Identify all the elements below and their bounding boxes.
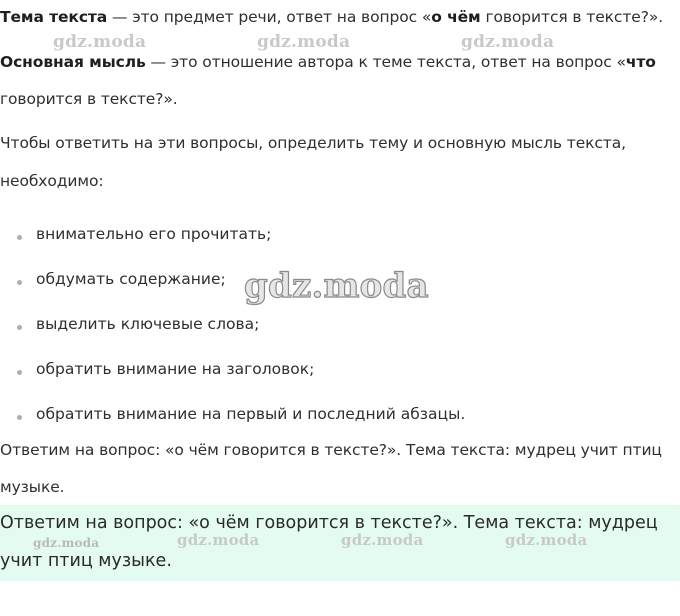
main-idea-definition-cont: говорится в тексте?». xyxy=(0,90,178,108)
answer-text-cont: музыке. xyxy=(0,478,65,496)
list-item: внимательно его прочитать; xyxy=(36,225,272,243)
topic-term: Тема текста xyxy=(0,8,108,26)
watermark-large: gdz.moda xyxy=(244,266,429,306)
watermark: gdz.moda xyxy=(257,32,351,52)
topic-definition-end: говорится в тексте?». xyxy=(480,8,664,26)
bullet-dot xyxy=(17,235,22,240)
list-item: обратить внимание на заголовок; xyxy=(36,360,315,378)
watermark: gdz.moda xyxy=(341,531,424,549)
list-item: обратить внимание на первый и последний абзацы. xyxy=(36,405,466,423)
main-idea-definition-text: — это отношение автора к теме текста, ответ на вопрос « xyxy=(145,53,626,71)
list-item: обдумать содержание; xyxy=(36,270,226,288)
bullet-dot xyxy=(17,415,22,420)
bullet-dot xyxy=(17,325,22,330)
instruction-line: необходимо: xyxy=(0,172,104,190)
instruction-line: Чтобы ответить на эти вопросы, определить тему и основную мысль текста, xyxy=(0,134,626,152)
bullet-dot xyxy=(17,280,22,285)
main-idea-definition xyxy=(0,53,656,71)
bullet-dot xyxy=(17,370,22,375)
topic-definition xyxy=(0,8,663,26)
watermark: gdz.moda xyxy=(53,32,147,52)
list-item: выделить ключевые слова; xyxy=(36,315,260,333)
answer-text: Ответим на вопрос: «о чём говорится в тексте?». Тема текста: мудрец учит птиц xyxy=(0,441,662,459)
main-idea-term: Основная мысль xyxy=(0,53,146,71)
topic-question-bold: о чём xyxy=(431,8,481,26)
watermark: gdz.moda xyxy=(177,531,260,549)
watermark: gdz.moda xyxy=(461,32,555,52)
highlighted-answer-line: учит птиц музыке. xyxy=(0,551,172,571)
main-idea-question-bold: что xyxy=(625,53,656,71)
watermark: gdz.moda xyxy=(505,531,588,549)
highlighted-answer-line: Ответим на вопрос: «о чём говорится в тексте?». Тема текста: мудрец xyxy=(0,513,658,533)
topic-definition-text: — это предмет речи, ответ на вопрос « xyxy=(107,8,432,26)
watermark: gdz.moda xyxy=(33,536,100,550)
